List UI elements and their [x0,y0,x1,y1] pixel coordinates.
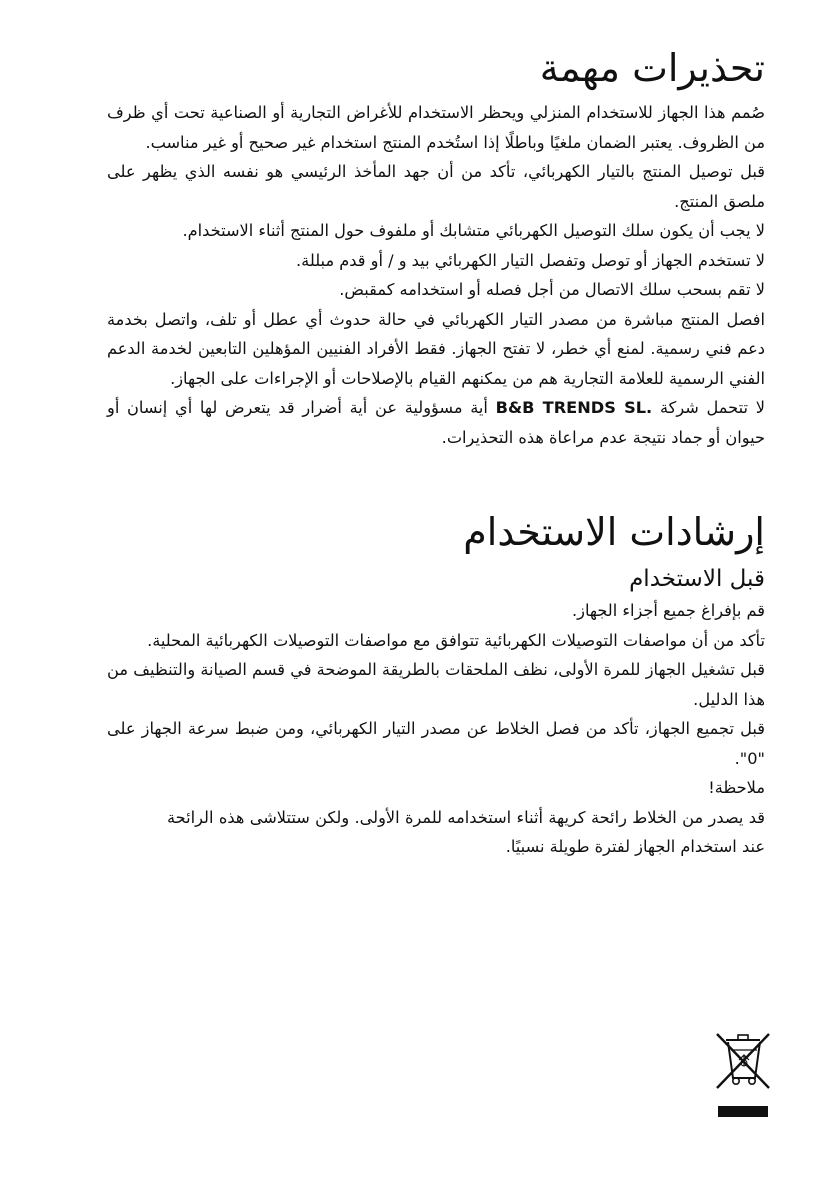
liability-suffix: أية مسؤولية عن أية أضرار قد يتعرض لها أي إنسان أو حيوان أو جماد نتيجة عدم مراعاة هذه التحذيرات. [107,398,765,447]
section-spacer [107,452,765,504]
crossed-out-wheelie-bin-icon [712,1030,774,1120]
instruction-assembly: قبل تجميع الجهاز، تأكد من فصل الخلاط عن مصدر التيار الكهربائي، ومن ضبط سرعة الجهاز على "0". [107,719,765,768]
warning-paragraph-liability [107,393,765,452]
warning-paragraph-wet-hands: لا تستخدم الجهاز أو توصل وتفصل التيار الكهربائي بيد و / أو قدم مبللة. [296,250,765,270]
note-label: ملاحظة! [708,778,765,797]
before-use-subtitle: قبل الاستخدام [629,566,765,592]
warning-paragraph-voltage: قبل توصيل المنتج بالتيار الكهربائي، تأكد من أن جهد المأخذ الرئيسي هو نفسه الذي يظهر على ملصق المنتج. [107,162,765,211]
warning-paragraph-cable: لا يجب أن يكون سلك التوصيل الكهربائي متشابك أو ملفوف حول المنتج أثناء الاستخدام. [182,221,765,240]
warning-paragraph-malfunction: افصل المنتج مباشرة من مصدر التيار الكهربائي في حالة حدوث أي عطل أو تلف، واتصل بخدمة دعم فني رسمية. لمنع أي خطر، لا تفتح الجهاز. فقط الأفراد الفنيين المؤهلين التابعين لخدمة الدعم الفني الرسمية للعلامة التجارية هم من يمكنهم القيام بالإصلاحات أو الإجراءات على الجهاز. [107,309,765,388]
instructions-title: إرشادات الاستخدام [463,510,765,554]
warning-paragraph-usage: صُمم هذا الجهاز للاستخدام المنزلي ويحظر الاستخدام للأغراض التجارية أو الصناعية تحت أي ظرف من الظروف. يعتبر الضمان ملغيًا وباطلًا إذا استُخدم المنتج استخدام غير صحيح أو غير مناسب. [107,103,765,152]
company-name: B&B TRENDS SL. [495,398,653,417]
warnings-title: تحذيرات مهمة [539,46,765,90]
page-content [107,40,765,862]
liability-prefix: لا تتحمل شركة [659,398,765,417]
warning-paragraph-pull-cord: لا تقم بسحب سلك الاتصال من أجل فصله أو استخدامه كمقبض. [339,280,765,299]
instruction-check-electrical: تأكد من أن مواصفات التوصيلات الكهربائية تتوافق مع مواصفات التوصيلات الكهربائية المحلية. [147,630,765,650]
instruction-unpack: قم بإفراغ جميع أجزاء الجهاز. [571,601,765,620]
instruction-clean-accessories: قبل تشغيل الجهاز للمرة الأولى، نظف الملحقات بالطريقة الموضحة في قسم الصيانة والتنظيف من هذا الدليل. [107,660,765,709]
note-text: قد يصدر من الخلاط رائحة كريهة أثناء استخدامه للمرة الأولى. ولكن ستتلاشى هذه الرائحة عند استخدام الجهاز لفترة طويلة نسبيًا. [167,807,765,856]
weee-symbol [712,1030,774,1120]
